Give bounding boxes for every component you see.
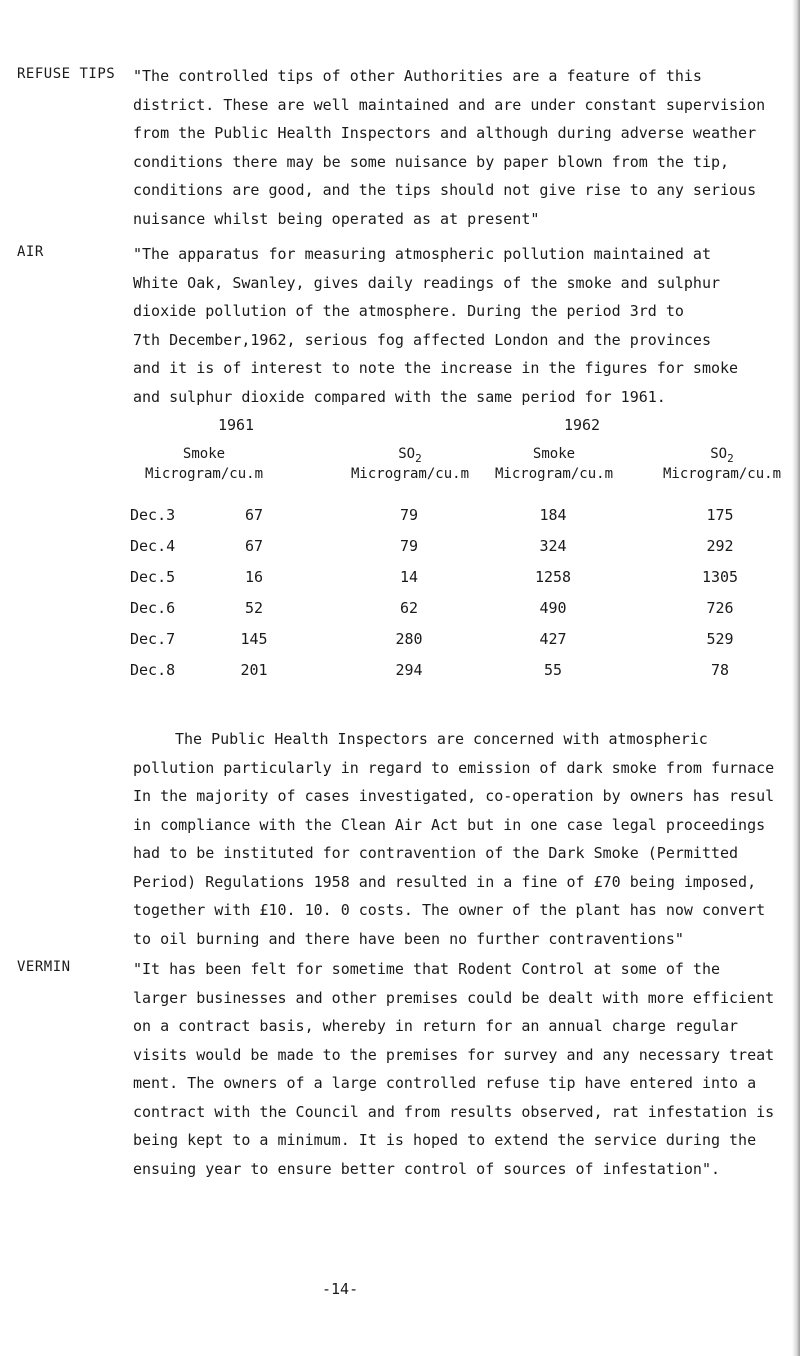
column-unit-so2-1961: Microgram/cu.m [350, 466, 470, 482]
year-1962-label: 1962 [563, 416, 601, 434]
refuse-tips-heading: REFUSE TIPS [17, 66, 116, 82]
column-unit-so2-1962: Microgram/cu.m [662, 466, 782, 482]
so2-1961-value: 294 [395, 661, 423, 679]
so2-1962-value: 726 [706, 599, 734, 617]
refuse-tips-text: "The controlled tips of other Authorities are a feature of this district. These are well maintained and are under constant supervision from the Public Health Inspectors and although during adverse weather conditions there may be some nuisance by paper blown from the tip, conditions are good, and the tips should not give rise to any serious nuisance whilst being operated as at present" [133, 67, 766, 228]
air-text-continued: The Public Health Inspectors are concerned with atmospheric pollution particularly in regard to emission of dark smoke from furnace In the majority of cases investigated, co-operation by owners has resul in compliance with the Clean Air Act but in one case legal proceedings had to be instituted for contravention of the Dark Smoke (Permitted Period) Regulations 1958 and resulted in a fine of £70 being imposed, together with £10. 10. 0 costs. The owner of the plant has now convert to oil burning and there have been no further contraventions" [133, 730, 775, 948]
row-date: Dec.3 [130, 506, 176, 524]
smoke-1961-value: 67 [244, 537, 264, 555]
column-header-so2-1962 [710, 446, 733, 465]
air-text: "The apparatus for measuring atmospheric pollution maintained at White Oak, Swanley, gives daily readings of the smoke and sulphur dioxide pollution of the atmosphere. During the period 3rd to 7th December,1962, serious fog affected London and the provinces and it is of interest to note the increase in the figures for smoke and sulphur dioxide compared with the same period for 1961. [133, 245, 739, 406]
year-1961-label: 1961 [217, 416, 255, 434]
smoke-1962-value: 1258 [534, 568, 572, 586]
so2-1962-value: 78 [710, 661, 730, 679]
vermin-heading: VERMIN [17, 959, 71, 975]
header-line1: SO [710, 446, 728, 462]
so2-1961-value: 14 [399, 568, 419, 586]
so2-1961-value: 79 [399, 537, 419, 555]
row-date: Dec.6 [130, 599, 176, 617]
so2-1962-value: 529 [706, 630, 734, 648]
row-date: Dec.4 [130, 537, 176, 555]
column-header-smoke-1961 [183, 446, 225, 462]
smoke-1962-value: 55 [543, 661, 563, 679]
smoke-1961-value: 52 [244, 599, 264, 617]
smoke-1961-value: 16 [244, 568, 264, 586]
smoke-1961-value: 67 [244, 506, 264, 524]
row-date: Dec.5 [130, 568, 176, 586]
smoke-1962-value: 427 [539, 630, 567, 648]
scan-edge-shadow [792, 0, 800, 1356]
so2-1962-value: 292 [706, 537, 734, 555]
so2-1961-value: 62 [399, 599, 419, 617]
row-date: Dec.7 [130, 630, 176, 648]
smoke-1962-value: 490 [539, 599, 567, 617]
so2-1961-value: 79 [399, 506, 419, 524]
header-line1: Smoke [182, 446, 226, 462]
vermin-text: "It has been felt for sometime that Rodent Control at some of the larger businesses and other premises could be dealt with more efficient on a contract basis, whereby in return for an annual charge regular visits would be made to the premises for survey and any necessary treat ment. The owners of a large controlled refuse tip have entered into a contract with the Council and from results observed, rat infestation is being kept to a minimum. It is hoped to extend the service during the ensuing year to ensure better control of sources of infestation". [133, 960, 775, 1178]
smoke-1961-value: 145 [240, 630, 268, 648]
subscript: 2 [727, 452, 734, 465]
smoke-1962-value: 324 [539, 537, 567, 555]
so2-1962-value: 1305 [701, 568, 739, 586]
column-unit-smoke-1962: Microgram/cu.m [494, 466, 614, 482]
so2-1961-value: 280 [395, 630, 423, 648]
page-number: -14- [322, 1280, 359, 1298]
subscript: 2 [415, 452, 422, 465]
column-header-smoke-1962 [533, 446, 575, 462]
header-line1: SO [398, 446, 416, 462]
pollution-table [0, 416, 800, 776]
smoke-1962-value: 184 [539, 506, 567, 524]
column-header-so2-1961 [398, 446, 421, 465]
air-heading: AIR [17, 244, 44, 260]
row-date: Dec.8 [130, 661, 176, 679]
smoke-1961-value: 201 [240, 661, 268, 679]
column-unit-smoke-1961: Microgram/cu.m [144, 466, 264, 482]
header-line1: Smoke [532, 446, 576, 462]
so2-1962-value: 175 [706, 506, 734, 524]
